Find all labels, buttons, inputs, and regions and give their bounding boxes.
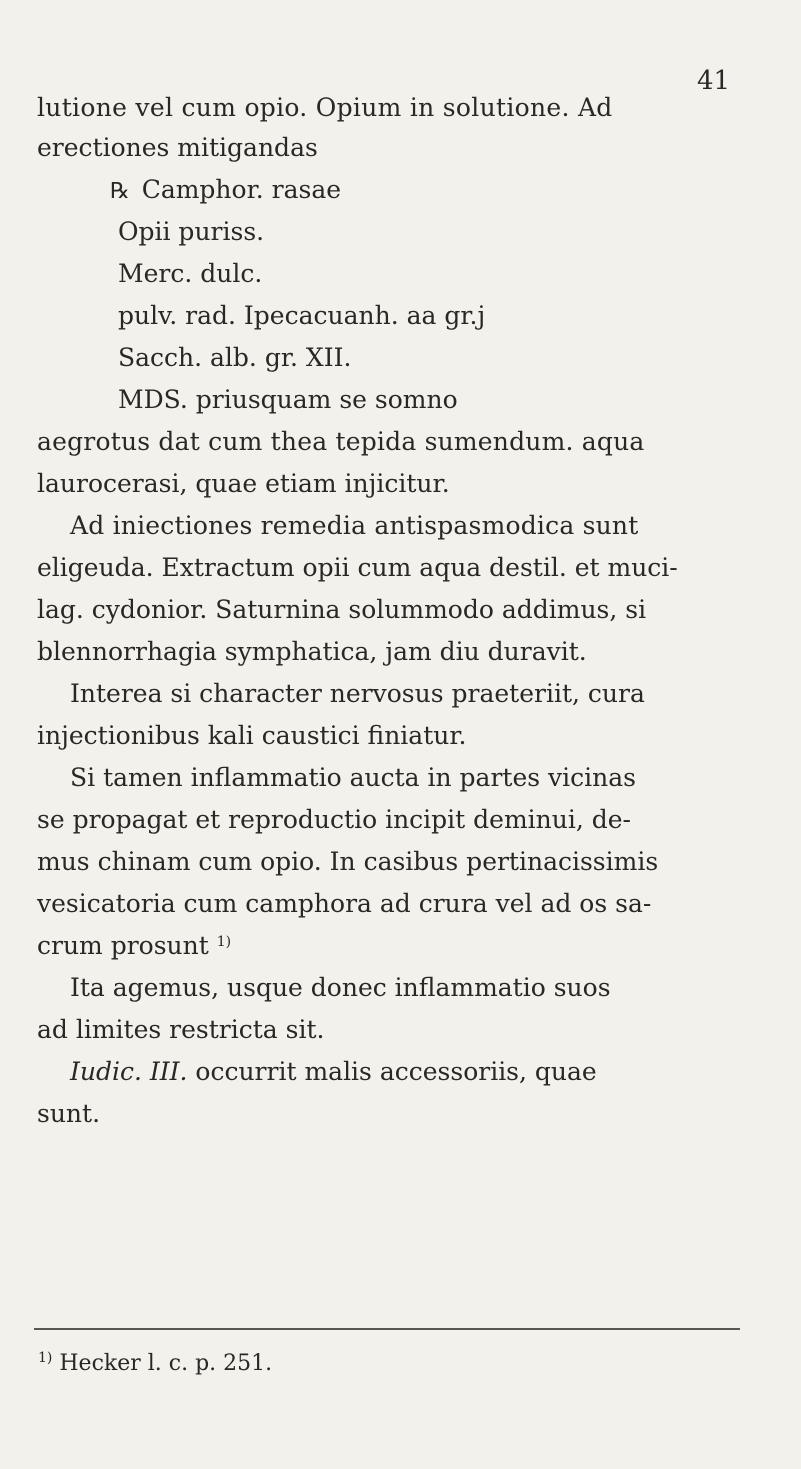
text-line: mus chinam cum opio. In casibus pertinacissimis <box>37 847 659 876</box>
text-line-content: crum prosunt <box>37 931 209 960</box>
text-line: lutione vel cum opio. Opium in solutione. Ad <box>37 93 613 122</box>
text-line: lag. cydonior. Saturnina solummodo addimus, si <box>37 595 647 624</box>
text-line: ad limites restricta sit. <box>37 1015 325 1044</box>
text-line: Ad iniectiones remedia antispasmodica sunt <box>70 511 639 540</box>
prescription-line <box>110 177 341 203</box>
text-line: injectionibus kali caustici finiatur. <box>37 721 467 750</box>
iudicium-label: Iudic. III. <box>70 1057 188 1086</box>
text-line: blennorrhagia symphatica, jam diu duravit. <box>37 637 587 666</box>
prescription-line: pulv. rad. Ipecacuanh. aa gr.j <box>118 301 486 330</box>
text-line <box>37 933 231 958</box>
text-line <box>70 1059 597 1084</box>
text-line: erectiones mitigandas <box>37 133 318 162</box>
text-line: Si tamen inflammatio aucta in partes vicinas <box>70 763 636 792</box>
footnote <box>38 1350 272 1376</box>
recipe-symbol-icon: ℞ <box>110 179 130 204</box>
text-line-content: occurrit malis accessoriis, quae <box>195 1057 597 1086</box>
prescription-line: Sacch. alb. gr. XII. <box>118 343 352 372</box>
text-line: vesicatoria cum camphora ad crura vel ad os sa- <box>37 889 652 918</box>
text-line: Ita agemus, usque donec inflammatio suos <box>70 973 611 1002</box>
text-line: sunt. <box>37 1099 101 1128</box>
page-number: 41 <box>697 66 731 96</box>
footnote-text: Hecker l. c. p. 251. <box>59 1351 273 1376</box>
prescription-line: MDS. priusquam se somno <box>118 385 458 414</box>
footnote-marker: 1) <box>38 1350 53 1366</box>
prescription-line: Merc. dulc. <box>118 259 263 288</box>
text-line: Interea si character nervosus praeteriit, cura <box>70 679 645 708</box>
prescription-line: Opii puriss. <box>118 217 265 246</box>
text-line: aegrotus dat cum thea tepida sumendum. aqua <box>37 427 645 456</box>
footnote-divider <box>34 1328 740 1330</box>
text-line: eligeuda. Extractum opii cum aqua destil. et muci- <box>37 553 678 582</box>
text-line: laurocerasi, quae etiam injicitur. <box>37 469 450 498</box>
text-line: se propagat et reproductio incipit deminui, de- <box>37 805 631 834</box>
prescription-text: Camphor. rasae <box>141 175 342 204</box>
footnote-reference: 1) <box>216 934 232 950</box>
